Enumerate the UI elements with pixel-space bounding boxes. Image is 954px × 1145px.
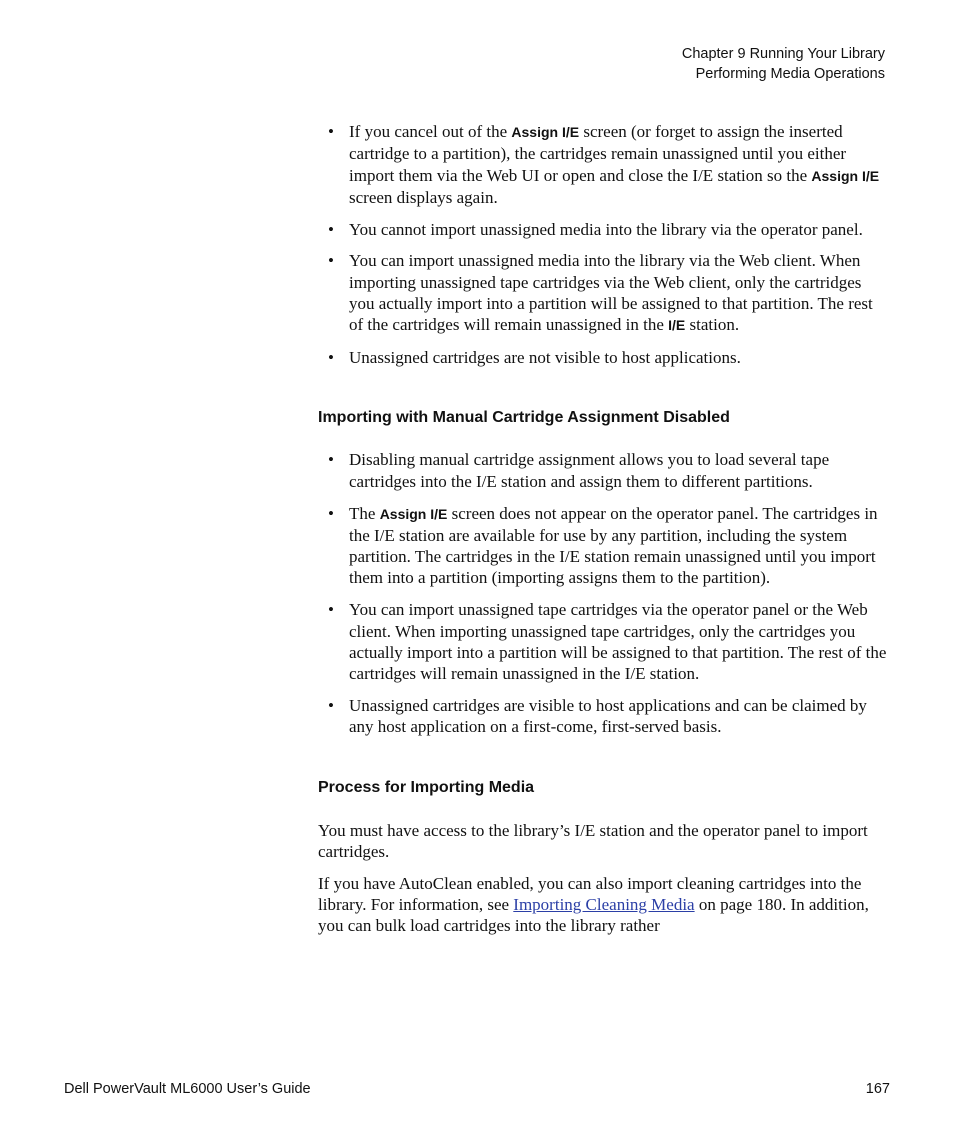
- list-item: • Disabling manual cartridge assignment allows you to load several tape cartridges into the I/E station and assign them to different partitions.: [318, 449, 890, 492]
- list-item: • You can import unassigned tape cartridges via the operator panel or the Web client. When importing unassigned tape cartridges, only the cartridges you actually import into a partition will be assigned to that partition. The rest of the cartridges will remain unassigned in the I/E station.: [318, 599, 890, 684]
- page-footer: [64, 1081, 890, 1097]
- ui-term: Assign I/E: [379, 505, 448, 522]
- list-item: • You cannot import unassigned media into the library via the operator panel.: [318, 219, 890, 240]
- section-heading: Process for Importing Media: [318, 778, 535, 796]
- header-chapter: Chapter 9 Running Your Library: [681, 46, 885, 62]
- bullet-list-disabled: [318, 449, 890, 737]
- cross-reference-link[interactable]: Importing Cleaning Media: [513, 894, 695, 914]
- footer-title: Dell PowerVault ML6000 User’s Guide: [64, 1081, 311, 1097]
- ui-term: Assign I/E: [811, 167, 880, 184]
- body-paragraph: You must have access to the library’s I/E station and the operator panel to import cartridges.: [318, 820, 868, 861]
- page-number: 167: [865, 1081, 890, 1097]
- list-item: • If you cancel out of the Assign I/E screen (or forget to assign the inserted cartridge to a partition), the cartridges remain unassigned until you either import them via the Web UI or open and close the I/E station so the Assign I/E screen displays again.: [318, 121, 890, 208]
- bullet-list-assign: [318, 121, 890, 368]
- list-item: • Unassigned cartridges are not visible to host applications.: [318, 347, 890, 368]
- body-paragraph: If you have AutoClean enabled, you can also import cleaning cartridges into the library. For information, see Importing Cleaning Media on page 180. In addition, you can bulk load cartridges into the library rather: [318, 873, 869, 936]
- running-header: [682, 44, 885, 84]
- section-heading: Importing with Manual Cartridge Assignment Disabled: [318, 409, 730, 427]
- list-item: • You can import unassigned media into the library via the Web client. When importing unassigned tape cartridges via the Web client, only the cartridges you actually import into a partition will be assigned to that partition. The rest of the cartridges will remain unassigned in the I/E station.: [318, 250, 890, 336]
- list-item: • Unassigned cartridges are visible to host applications and can be claimed by any host application on a first-come, first-served basis.: [318, 695, 890, 738]
- ui-term: Assign I/E: [511, 124, 580, 140]
- ui-term: I/E: [668, 317, 686, 334]
- list-item: • The Assign I/E screen does not appear on the operator panel. The cartridges in the I/E station are available for use by any partition, including the system partition. The cartridges in the I/E station remain unassigned until you import them into a partition (importing assigns them to the partition).: [318, 503, 890, 589]
- page-content: [318, 121, 890, 947]
- header-section: Performing Media Operations: [695, 66, 885, 82]
